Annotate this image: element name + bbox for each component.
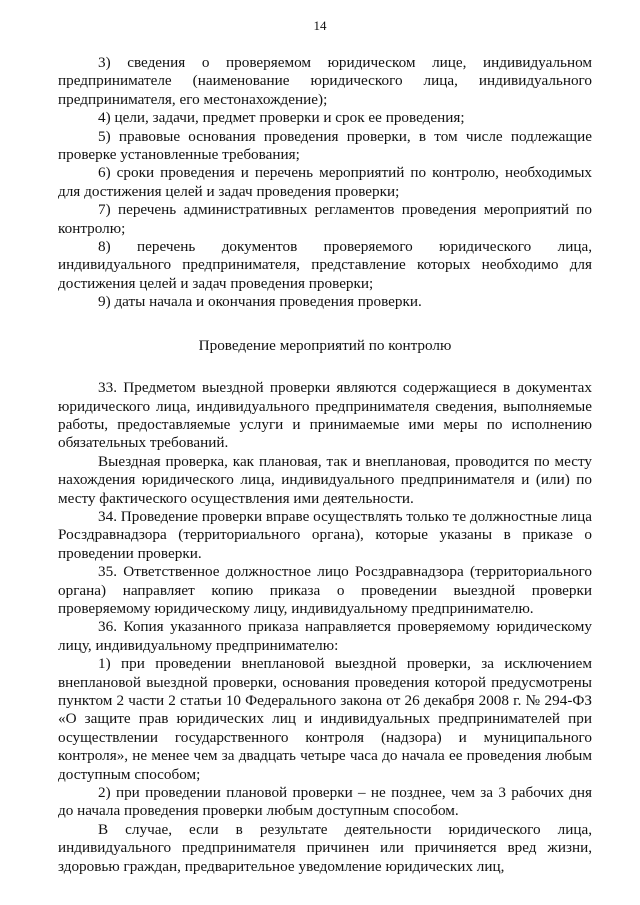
paragraph: 34. Проведение проверки вправе осуществлять только те должностные лица Росздравнадзора (территориального органа), которые указаны в приказе о проведении проверки. (58, 507, 592, 562)
section-heading: Проведение мероприятий по контролю (198, 336, 452, 354)
page-number: 14 (313, 18, 327, 33)
list-item: 6) сроки проведения и перечень мероприятий по контролю, необходимых для достижения целей и задач проведения проверки; (58, 164, 592, 200)
paragraph: 36. Копия указанного приказа направляется проверяемому юридическому лицу, индивидуальному предпринимателю: (58, 618, 592, 654)
document-body (58, 54, 592, 876)
list-item: 4) цели, задачи, предмет проверки и срок ее проведения; (98, 109, 465, 127)
list-item: 5) правовые основания проведения проверки, в том числе подлежащие проверке установленные требования; (58, 127, 592, 164)
list-item: 9) даты начала и окончания проведения проверки. (98, 293, 422, 311)
paragraph: 33. Предметом выездной проверки являются содержащиеся в документах юридического лица, индивидуального предпринимателя сведения, выполняемые работы, предоставляемые услуги и принимаемые ими меры по исполнению обязательных требований. (58, 379, 592, 452)
list-item: 8) перечень документов проверяемого юридического лица, индивидуального предпринимателя, представление которых необходимо для достижения целей и задач проведения проверки; (58, 238, 592, 292)
paragraph: 2) при проведении плановой проверки – не позднее, чем за 3 рабочих дня до начала проведения проверки любым доступным способом. (58, 784, 592, 820)
list-item: 3) сведения о проверяемом юридическом лице, индивидуальном предпринимателе (наименование юридического лица, индивидуального предпринимателя, его местонахождение); (58, 54, 592, 108)
list-item: 7) перечень административных регламентов проведения мероприятий по контролю; (58, 201, 592, 237)
paragraph: В случае, если в результате деятельности юридического лица, индивидуального предпринимателя причинен или причиняется вред жизни, здоровью граждан, предварительное уведомление юридических лиц, (58, 820, 592, 875)
paragraph: 35. Ответственное должностное лицо Росздравнадзора (территориального органа) направляет копию приказа о проведении выездной проверки проверяемому юридическому лицу, индивидуальному предпринимателю. (58, 563, 592, 617)
paragraph: 1) при проведении внеплановой выездной проверки, за исключением внеплановой выездной проверки, основания проведения которой предусмотрены пунктом 2 части 2 статьи 10 Федерального закона от 26 декабря 2008 г. № 294-ФЗ «О защите прав юридических лиц и индивидуальных предпринимателей при осуществлении государственного контроля (надзора) и муниципального контроля», не менее чем за двадцать четыре часа до начала ее проведения любым доступным способом; (58, 655, 592, 783)
paragraph: Выездная проверка, как плановая, так и внеплановая, проводится по месту нахождения юридического лица, индивидуального предпринимателя и (или) по месту фактического осуществления ими деятельности. (58, 452, 592, 507)
